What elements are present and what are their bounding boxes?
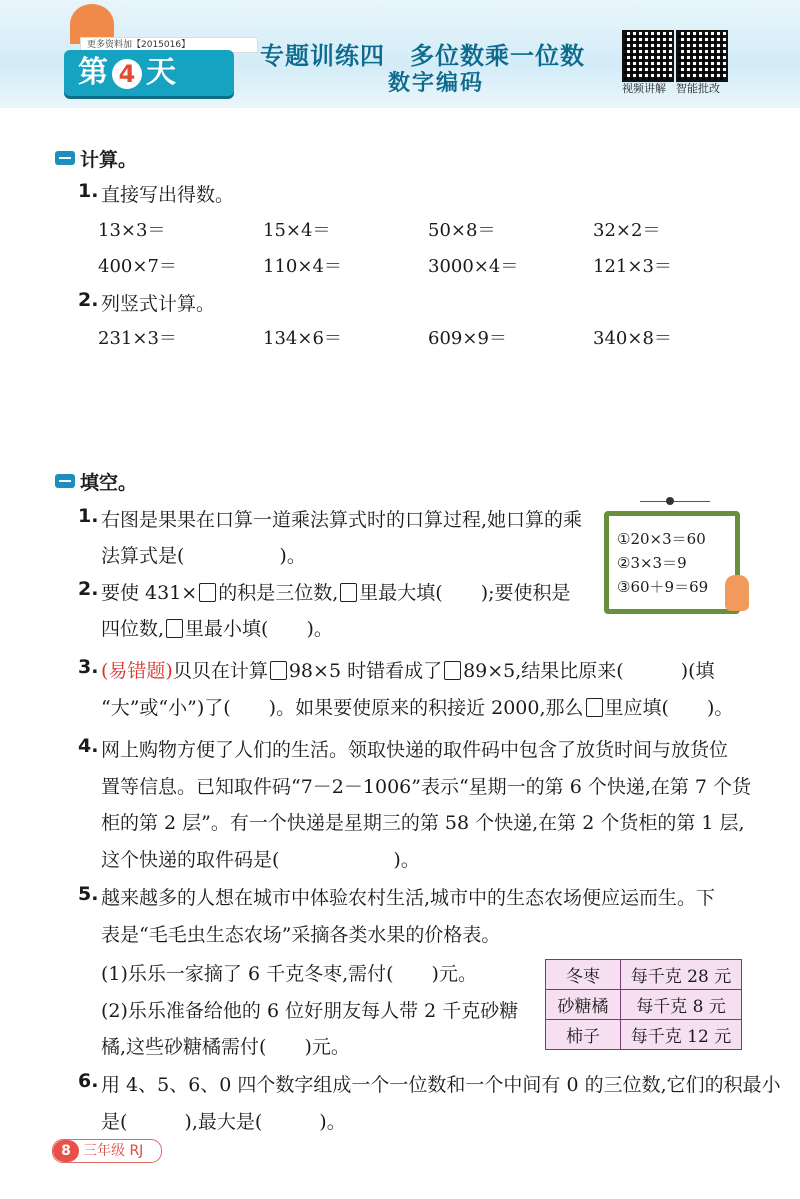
question-number: 6. xyxy=(78,1070,99,1092)
day-suffix: 天 xyxy=(146,55,176,90)
question-number: 2. xyxy=(78,578,99,600)
expression: 134×6＝ xyxy=(263,328,342,349)
question-text: (1)乐乐一家摘了 6 千克冬枣,需付( )元。 xyxy=(101,963,477,985)
qr-label-video: 视频讲解 xyxy=(622,82,666,95)
fruit-price: 每千克 8 元 xyxy=(621,990,742,1020)
fruit-price: 每千克 28 元 xyxy=(621,960,742,990)
question-text: 越来越多的人想在城市中体验农村生活,城市中的生态农场便应运而生。下 xyxy=(101,887,716,909)
grade-label: 三年级 RJ xyxy=(83,1143,144,1159)
question-text: 这个快递的取件码是( )。 xyxy=(101,849,420,871)
expression: 609×9＝ xyxy=(428,328,507,349)
blank-box[interactable] xyxy=(340,583,357,602)
table-row xyxy=(546,1020,742,1050)
text-fragment: 89×5,结果比原来( )(填 xyxy=(463,660,715,682)
qr-label-grading: 智能批改 xyxy=(676,82,720,95)
section-number-icon xyxy=(55,151,75,165)
page-footer xyxy=(52,1139,162,1163)
board-line: ③60＋9＝69 xyxy=(617,578,709,596)
question-number: 1. xyxy=(78,505,99,527)
blank-box[interactable] xyxy=(166,619,183,638)
text-fragment: 的积是三位数, xyxy=(218,582,339,604)
fruit-name: 冬枣 xyxy=(546,960,621,990)
page-number: 8 xyxy=(53,1140,79,1162)
blackboard xyxy=(604,511,740,614)
header-tagline: 更多资料加【2015016】 xyxy=(80,37,258,53)
question-text: 法算式是( )。 xyxy=(101,545,306,567)
page-subtitle: 数字编码 xyxy=(388,71,485,96)
text-fragment: 里最大填( );要使积是 xyxy=(359,582,571,604)
question-number: 2. xyxy=(78,289,99,311)
text-fragment: 里应填( )。 xyxy=(604,697,734,719)
page-title: 专题训练四 多位数乘一位数 xyxy=(260,42,585,70)
price-table xyxy=(545,959,742,1050)
pencil-mascot-icon xyxy=(725,575,749,611)
board-line: ②3×3＝9 xyxy=(617,554,687,572)
blank-box[interactable] xyxy=(270,661,287,680)
expression: 50×8＝ xyxy=(428,220,496,241)
question-number: 1. xyxy=(78,180,99,202)
question-text: 网上购物方便了人们的生活。领取快递的取件码中包含了放货时间与放货位 xyxy=(101,739,729,761)
section-title: 计算。 xyxy=(80,149,138,171)
expression: 121×3＝ xyxy=(593,256,672,277)
expression: 231×3＝ xyxy=(98,328,177,349)
table-row xyxy=(546,960,742,990)
question-text xyxy=(101,614,333,641)
fruit-name: 柿子 xyxy=(546,1020,621,1050)
text-fragment: 贝贝在计算 xyxy=(172,660,268,682)
text-fragment: 里最小填( )。 xyxy=(185,618,333,640)
qr-code-icon[interactable] xyxy=(622,30,674,82)
expression: 340×8＝ xyxy=(593,328,672,349)
blank-box[interactable] xyxy=(199,583,216,602)
question-text xyxy=(101,693,733,720)
question-text xyxy=(101,578,571,605)
text-fragment: 98×5 时错看成了 xyxy=(288,660,443,682)
question-text: 列竖式计算。 xyxy=(101,293,216,315)
fruit-price: 每千克 12 元 xyxy=(621,1020,742,1050)
board-line: ①20×3＝60 xyxy=(617,530,706,548)
text-fragment: 四位数, xyxy=(101,618,165,640)
expression: 400×7＝ xyxy=(98,256,177,277)
section-title: 填空。 xyxy=(80,472,138,494)
question-text: 用 4、5、6、0 四个数字组成一个一位数和一个中间有 0 的三位数,它们的积最小 xyxy=(101,1074,781,1096)
question-text: 表是“毛毛虫生态农场”采摘各类水果的价格表。 xyxy=(101,924,501,946)
question-number: 4. xyxy=(78,735,99,757)
question-text: 右图是果果在口算一道乘法算式时的口算过程,她口算的乘 xyxy=(101,509,583,531)
error-prone-tag: (易错题) xyxy=(101,660,173,682)
section-number-icon xyxy=(55,474,75,488)
day-number: 4 xyxy=(112,59,142,89)
expression: 32×2＝ xyxy=(593,220,661,241)
fruit-name: 砂糖橘 xyxy=(546,990,621,1020)
question-text: 橘,这些砂糖橘需付( )元。 xyxy=(101,1036,350,1058)
question-number: 3. xyxy=(78,656,99,678)
qr-code-icon[interactable] xyxy=(676,30,728,82)
question-text xyxy=(101,656,715,683)
expression: 110×4＝ xyxy=(263,256,342,277)
question-text: (2)乐乐准备给他的 6 位好朋友每人带 2 千克砂糖 xyxy=(101,1000,519,1022)
blank-box[interactable] xyxy=(586,698,603,717)
day-prefix: 第 xyxy=(78,55,108,90)
question-number: 5. xyxy=(78,883,99,905)
question-text: 直接写出得数。 xyxy=(101,184,235,206)
day-badge xyxy=(64,50,234,96)
blank-box[interactable] xyxy=(444,661,461,680)
question-text: 是( ),最大是( )。 xyxy=(101,1111,346,1133)
question-text: 柜的第 2 层”。有一个快递是星期三的第 58 个快递,在第 2 个货柜的第 1 层, xyxy=(101,812,745,834)
text-fragment: 要使 431× xyxy=(101,582,198,604)
board-nail xyxy=(666,497,674,505)
expression: 3000×4＝ xyxy=(428,256,519,277)
table-row xyxy=(546,990,742,1020)
text-fragment: “大”或“小”)了( )。如果要使原来的积接近 2000,那么 xyxy=(101,697,584,719)
expression: 15×4＝ xyxy=(263,220,331,241)
expression: 13×3＝ xyxy=(98,220,166,241)
question-text: 置等信息。已知取件码“7－2－1006”表示“星期一的第 6 个快递,在第 7 个货 xyxy=(101,776,752,798)
